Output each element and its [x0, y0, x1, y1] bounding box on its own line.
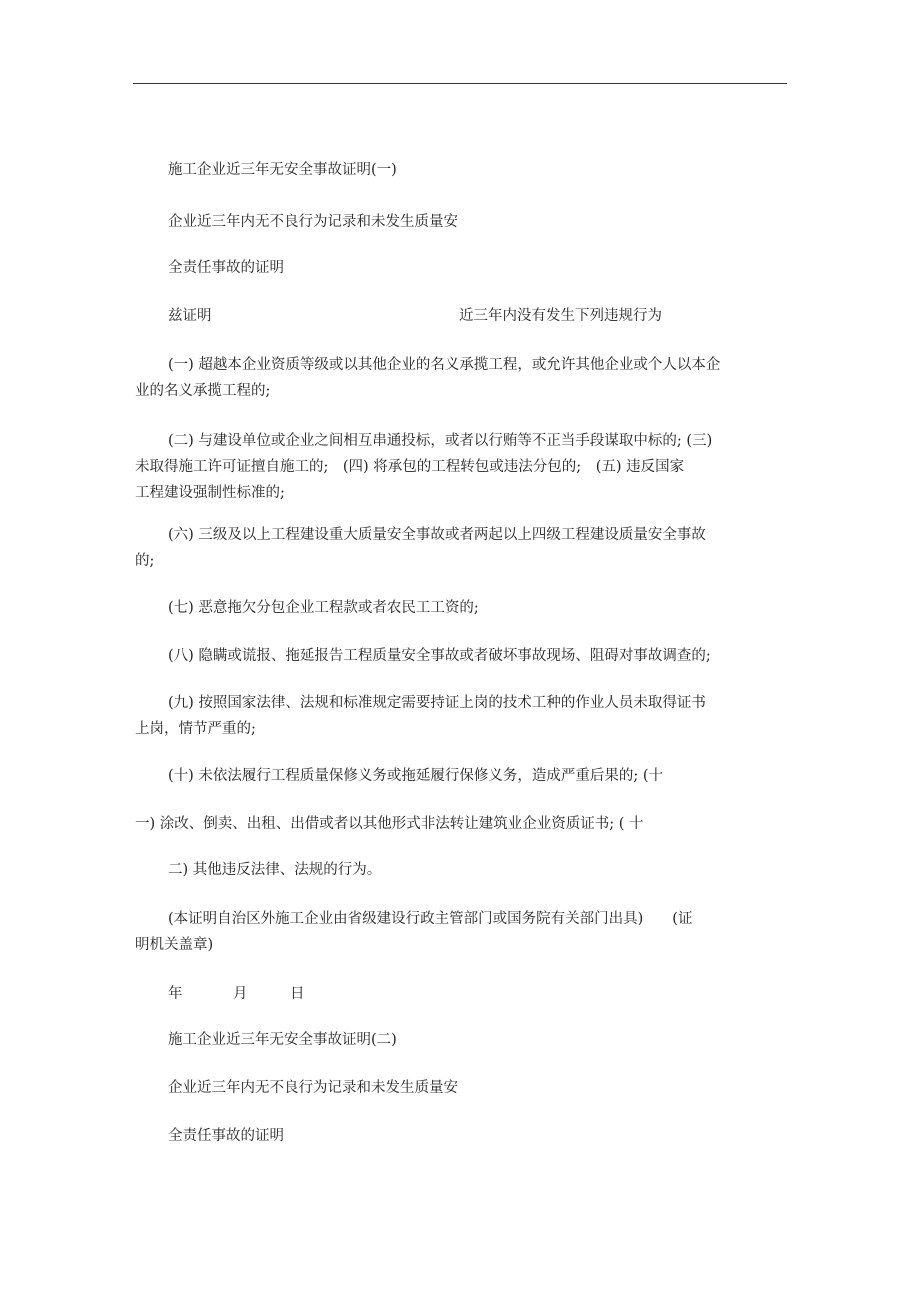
certify-label: 兹证明 [168, 308, 212, 324]
issuer-note [135, 906, 787, 958]
item-2 [135, 428, 787, 506]
heading-line-1: 企业近三年内无不良行为记录和未发生质量安 [168, 214, 458, 230]
certify-statement: 近三年内没有发生下列违规行为 [459, 308, 662, 324]
item-1 [135, 352, 787, 404]
section-title-2: 施工企业近三年无安全事故证明(二) [168, 1032, 397, 1048]
item-8: (八) 隐瞒或谎报、拖延报告工程质量安全事故或者破坏事故现场、阻碍对事故调查的; [168, 648, 711, 664]
item-2-line-2: 未取得施工许可证擅自施工的; (四) 将承包的工程转包或违法分包的; (五) 违反国家 [135, 459, 685, 475]
heading-line-4: 全责任事故的证明 [168, 1128, 284, 1144]
item-10: (十) 未依法履行工程质量保修义务或拖延履行保修义务，造成严重后果的; (十 [168, 768, 664, 784]
issuer-note-line-1: (本证明自治区外施工企业由省级建设行政主管部门或国务院有关部门出具) (证 [168, 911, 693, 927]
item-1-line-2: 业的名义承揽工程的; [135, 383, 271, 399]
issuer-note-line-2: 明机关盖章) [135, 937, 214, 953]
item-11: 一) 涂改、倒卖、出租、出借或者以其他形式非法转让建筑业企业资质证书; ( 十 [135, 816, 644, 832]
item-7: (七) 恶意拖欠分包企业工程款或者农民工工资的; [168, 600, 479, 616]
item-2-line-3: 工程建设强制性标准的; [135, 485, 285, 501]
date-day: 日 [290, 986, 305, 1002]
item-2-line-1: (二) 与建设单位或企业之间相互串通投标，或者以行贿等不正当手段谋取中标的; (三) [168, 433, 713, 449]
item-6-line-2: 的; [135, 553, 155, 569]
date-year: 年 [168, 986, 183, 1002]
item-12: 二) 其他违反法律、法规的行为。 [168, 862, 382, 878]
item-6 [135, 522, 787, 574]
heading-line-3: 企业近三年内无不良行为记录和未发生质量安 [168, 1080, 458, 1096]
date-month: 月 [233, 986, 248, 1002]
item-9 [135, 690, 787, 742]
item-6-line-1: (六) 三级及以上工程建设重大质量安全事故或者两起以上四级工程建设质量安全事故 [168, 527, 706, 543]
item-9-line-2: 上岗，情节严重的; [135, 721, 256, 737]
section-title-1: 施工企业近三年无安全事故证明(一) [168, 162, 397, 178]
item-1-line-1: (一) 超越本企业资质等级或以其他企业的名义承揽工程，或允许其他企业或个人以本企 [168, 357, 721, 373]
heading-line-2: 全责任事故的证明 [168, 260, 284, 276]
item-9-line-1: (九) 按照国家法律、法规和标准规定需要持证上岗的技术工种的作业人员未取得证书 [168, 695, 706, 711]
header-rule [133, 83, 787, 84]
